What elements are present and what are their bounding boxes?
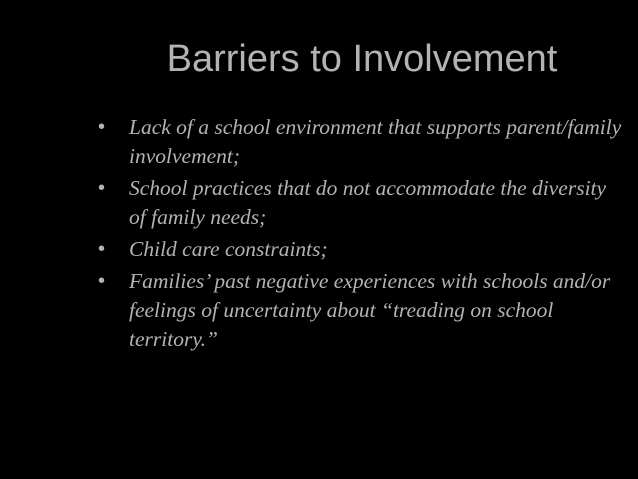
slide-title: Barriers to Involvement [166, 38, 558, 80]
bullet-text: School practices that do not accommodate the diversity of family needs; [129, 176, 607, 229]
bullet-icon: • [98, 238, 106, 260]
bullet-item [96, 113, 626, 171]
bullet-text: Lack of a school environment that supports parent/family involvement; [129, 115, 622, 168]
bullet-item [96, 235, 626, 264]
bullet-text: Families’ past negative experiences with schools and/or feelings of uncertainty about “treading on school territory.” [129, 269, 611, 351]
bullet-list [96, 113, 626, 357]
bullet-icon: • [98, 116, 106, 138]
bullet-item [96, 267, 626, 354]
bullet-icon: • [98, 177, 106, 199]
bullet-item [96, 174, 626, 232]
bullet-icon: • [98, 270, 106, 292]
bullet-text: Child care constraints; [129, 237, 328, 261]
